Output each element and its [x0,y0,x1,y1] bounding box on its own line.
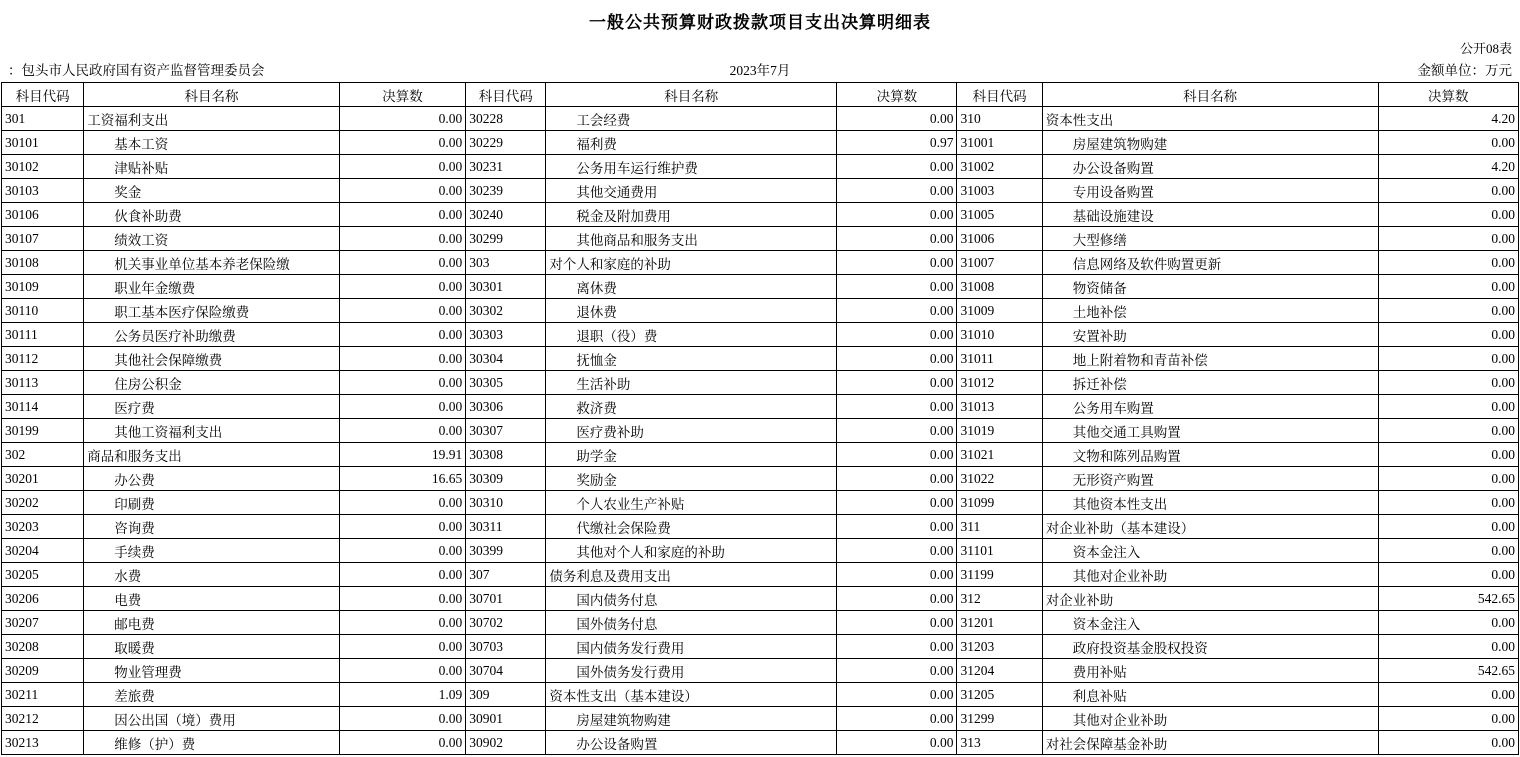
subject-code-1: 30209 [2,659,84,683]
budget-table [1,82,1519,755]
subject-code-2: 30311 [466,515,546,539]
final-amount-2: 0.00 [837,323,957,347]
subject-code-2: 30228 [466,107,546,131]
subject-name-3: 办公设备购置 [1042,155,1378,179]
subject-name-1: 机关事业单位基本养老保险缴 [84,251,340,275]
final-amount-2: 0.00 [837,635,957,659]
final-amount-2: 0.00 [837,491,957,515]
subject-code-3: 31203 [957,635,1042,659]
table-row [2,659,1519,683]
subject-code-3: 31009 [957,299,1042,323]
column-header-name-2: 科目名称 [546,83,837,107]
column-header-code-2: 科目代码 [466,83,546,107]
subject-code-3: 31003 [957,179,1042,203]
final-amount-2: 0.00 [837,515,957,539]
final-amount-3: 0.00 [1378,419,1518,443]
subject-code-1: 30201 [2,467,84,491]
subject-code-2: 30702 [466,611,546,635]
subject-name-1: 商品和服务支出 [84,443,340,467]
subject-name-1: 印刷费 [84,491,340,515]
subject-code-3: 31011 [957,347,1042,371]
final-amount-1: 0.00 [339,155,465,179]
subject-name-3: 基础设施建设 [1042,203,1378,227]
final-amount-3: 0.00 [1378,347,1518,371]
subject-name-1: 办公费 [84,467,340,491]
subject-name-1: 住房公积金 [84,371,340,395]
subject-name-2: 其他对个人和家庭的补助 [546,539,837,563]
final-amount-2: 0.97 [837,131,957,155]
subject-code-3: 31299 [957,707,1042,731]
final-amount-1: 0.00 [339,347,465,371]
subject-code-3: 31005 [957,203,1042,227]
subject-code-3: 31008 [957,275,1042,299]
column-header-amount-1: 决算数 [339,83,465,107]
subject-code-2: 30307 [466,419,546,443]
subject-name-2: 助学金 [546,443,837,467]
final-amount-3: 0.00 [1378,539,1518,563]
table-row [2,131,1519,155]
subject-name-2: 工会经费 [546,107,837,131]
subject-name-1: 基本工资 [84,131,340,155]
subject-code-3: 31199 [957,563,1042,587]
subject-name-2: 个人农业生产补贴 [546,491,837,515]
subject-code-1: 30108 [2,251,84,275]
subject-name-1: 水费 [84,563,340,587]
final-amount-1: 0.00 [339,419,465,443]
final-amount-2: 0.00 [837,683,957,707]
subject-code-2: 30399 [466,539,546,563]
page-title: 一般公共预算财政拨款项目支出决算明细表 [589,13,931,32]
subject-code-3: 31201 [957,611,1042,635]
final-amount-3: 0.00 [1378,275,1518,299]
final-amount-2: 0.00 [837,467,957,491]
final-amount-2: 0.00 [837,539,957,563]
subject-name-2: 国内债务发行费用 [546,635,837,659]
table-row [2,395,1519,419]
subject-name-3: 安置补助 [1042,323,1378,347]
final-amount-1: 0.00 [339,659,465,683]
final-amount-1: 0.00 [339,611,465,635]
subject-code-1: 30213 [2,731,84,755]
subject-name-1: 绩效工资 [84,227,340,251]
final-amount-1: 0.00 [339,107,465,131]
subject-name-3: 对企业补助（基本建设） [1042,515,1378,539]
subject-name-3: 资本金注入 [1042,539,1378,563]
subject-name-1: 职业年金缴费 [84,275,340,299]
final-amount-3: 0.00 [1378,395,1518,419]
subject-code-1: 30106 [2,203,84,227]
final-amount-2: 0.00 [837,443,957,467]
subject-code-1: 30111 [2,323,84,347]
subject-code-3: 31204 [957,659,1042,683]
table-row [2,299,1519,323]
final-amount-2: 0.00 [837,587,957,611]
final-amount-1: 0.00 [339,587,465,611]
subject-code-2: 30701 [466,587,546,611]
subject-code-3: 31002 [957,155,1042,179]
subject-name-3: 公务用车购置 [1042,395,1378,419]
final-amount-2: 0.00 [837,611,957,635]
subject-code-2: 30239 [466,179,546,203]
final-amount-1: 0.00 [339,707,465,731]
subject-code-2: 30304 [466,347,546,371]
subject-code-2: 30309 [466,467,546,491]
subject-code-3: 31021 [957,443,1042,467]
subject-code-2: 30302 [466,299,546,323]
subject-name-1: 奖金 [84,179,340,203]
final-amount-1: 0.00 [339,563,465,587]
final-amount-1: 0.00 [339,539,465,563]
final-amount-3: 0.00 [1378,563,1518,587]
subject-code-1: 30202 [2,491,84,515]
final-amount-3: 0.00 [1378,299,1518,323]
subject-code-1: 30109 [2,275,84,299]
final-amount-3: 0.00 [1378,683,1518,707]
table-row [2,683,1519,707]
subject-name-1: 维修（护）费 [84,731,340,755]
subject-name-2: 资本性支出（基本建设） [546,683,837,707]
subject-name-1: 电费 [84,587,340,611]
subject-name-3: 信息网络及软件购置更新 [1042,251,1378,275]
final-amount-3: 0.00 [1378,131,1518,155]
subject-code-3: 31101 [957,539,1042,563]
subject-name-2: 救济费 [546,395,837,419]
subject-code-2: 30299 [466,227,546,251]
subject-name-3: 对社会保障基金补助 [1042,731,1378,755]
final-amount-1: 0.00 [339,731,465,755]
table-row [2,467,1519,491]
subject-name-2: 税金及附加费用 [546,203,837,227]
table-row [2,275,1519,299]
subject-code-2: 30231 [466,155,546,179]
subject-name-1: 津贴补贴 [84,155,340,179]
final-amount-2: 0.00 [837,347,957,371]
subject-code-3: 31012 [957,371,1042,395]
subject-name-2: 退休费 [546,299,837,323]
subject-code-2: 307 [466,563,546,587]
table-row [2,539,1519,563]
table-header-row [2,83,1519,107]
final-amount-2: 0.00 [837,155,957,179]
subject-name-2: 债务利息及费用支出 [546,563,837,587]
subject-name-2: 国内债务付息 [546,587,837,611]
table-row [2,323,1519,347]
final-amount-3: 0.00 [1378,491,1518,515]
subject-code-1: 30113 [2,371,84,395]
subject-name-2: 国外债务发行费用 [546,659,837,683]
final-amount-2: 0.00 [837,707,957,731]
subject-name-3: 资本性支出 [1042,107,1378,131]
final-amount-2: 0.00 [837,299,957,323]
subject-name-3: 对企业补助 [1042,587,1378,611]
subject-name-3: 地上附着物和青苗补偿 [1042,347,1378,371]
subject-name-2: 对个人和家庭的补助 [546,251,837,275]
table-row [2,587,1519,611]
subject-code-1: 30101 [2,131,84,155]
final-amount-3: 542.65 [1378,587,1518,611]
report-period: 2023年7月 [729,63,791,78]
final-amount-2: 0.00 [837,203,957,227]
final-amount-3: 0.00 [1378,371,1518,395]
subject-code-1: 30207 [2,611,84,635]
subject-code-1: 301 [2,107,84,131]
table-row [2,251,1519,275]
subject-code-2: 30301 [466,275,546,299]
subject-name-3: 其他对企业补助 [1042,563,1378,587]
table-row [2,707,1519,731]
final-amount-3: 0.00 [1378,443,1518,467]
subject-name-2: 房屋建筑物购建 [546,707,837,731]
subject-name-2: 抚恤金 [546,347,837,371]
column-header-amount-3: 决算数 [1378,83,1518,107]
final-amount-1: 0.00 [339,275,465,299]
column-header-amount-2: 决算数 [837,83,957,107]
subject-name-3: 拆迁补偿 [1042,371,1378,395]
subject-name-1: 因公出国（境）费用 [84,707,340,731]
subject-code-1: 30204 [2,539,84,563]
final-amount-3: 0.00 [1378,707,1518,731]
table-row [2,179,1519,203]
amount-unit: 金额单位：万元 [1417,63,1512,78]
final-amount-2: 0.00 [837,731,957,755]
final-amount-3: 0.00 [1378,635,1518,659]
subject-name-1: 工资福利支出 [84,107,340,131]
final-amount-1: 0.00 [339,491,465,515]
subject-name-2: 公务用车运行维护费 [546,155,837,179]
subject-code-3: 31013 [957,395,1042,419]
final-amount-2: 0.00 [837,275,957,299]
final-amount-2: 0.00 [837,179,957,203]
final-amount-2: 0.00 [837,251,957,275]
subject-name-1: 其他社会保障缴费 [84,347,340,371]
final-amount-2: 0.00 [837,659,957,683]
subject-name-3: 资本金注入 [1042,611,1378,635]
final-amount-3: 0.00 [1378,611,1518,635]
subject-name-3: 利息补贴 [1042,683,1378,707]
final-amount-2: 0.00 [837,107,957,131]
final-amount-1: 0.00 [339,323,465,347]
subject-name-3: 其他交通工具购置 [1042,419,1378,443]
final-amount-1: 0.00 [339,299,465,323]
table-row [2,731,1519,755]
unit-name: ：包头市人民政府国有资产监督管理委员会 [8,63,265,78]
table-row [2,563,1519,587]
subject-code-3: 31019 [957,419,1042,443]
subject-code-3: 31010 [957,323,1042,347]
subject-code-2: 30308 [466,443,546,467]
final-amount-1: 0.00 [339,131,465,155]
table-row [2,155,1519,179]
final-amount-2: 0.00 [837,227,957,251]
subject-code-1: 30199 [2,419,84,443]
table-row [2,227,1519,251]
table-row [2,611,1519,635]
subject-name-1: 其他工资福利支出 [84,419,340,443]
subject-code-1: 30206 [2,587,84,611]
table-row [2,347,1519,371]
table-row [2,107,1519,131]
table-row [2,491,1519,515]
final-amount-2: 0.00 [837,371,957,395]
final-amount-3: 0.00 [1378,227,1518,251]
subject-name-1: 医疗费 [84,395,340,419]
subject-code-2: 303 [466,251,546,275]
subject-name-3: 其他资本性支出 [1042,491,1378,515]
column-header-code-3: 科目代码 [957,83,1042,107]
table-row [2,635,1519,659]
final-amount-3: 0.00 [1378,251,1518,275]
subject-code-2: 30303 [466,323,546,347]
subject-code-1: 30107 [2,227,84,251]
subject-name-3: 无形资产购置 [1042,467,1378,491]
meta-row [0,56,1520,82]
subject-name-1: 邮电费 [84,611,340,635]
final-amount-3: 0.00 [1378,323,1518,347]
final-amount-1: 0.00 [339,395,465,419]
subject-code-1: 30103 [2,179,84,203]
subject-name-2: 其他商品和服务支出 [546,227,837,251]
subject-name-2: 福利费 [546,131,837,155]
subject-name-2: 医疗费补助 [546,419,837,443]
table-row [2,515,1519,539]
final-amount-3: 0.00 [1378,467,1518,491]
subject-name-3: 大型修缮 [1042,227,1378,251]
final-amount-1: 1.09 [339,683,465,707]
column-header-name-1: 科目名称 [84,83,340,107]
subject-name-1: 咨询费 [84,515,340,539]
subject-code-1: 30208 [2,635,84,659]
subject-code-1: 30203 [2,515,84,539]
subject-code-1: 30102 [2,155,84,179]
subject-code-2: 30240 [466,203,546,227]
subject-code-1: 30112 [2,347,84,371]
subject-code-2: 309 [466,683,546,707]
form-code: 公开08表 [1459,40,1512,56]
final-amount-3: 542.65 [1378,659,1518,683]
subject-name-3: 费用补贴 [1042,659,1378,683]
subject-name-1: 公务员医疗补助缴费 [84,323,340,347]
subject-code-1: 30110 [2,299,84,323]
form-code-line [0,38,1520,56]
final-amount-3: 4.20 [1378,155,1518,179]
subject-code-3: 313 [957,731,1042,755]
subject-code-2: 30306 [466,395,546,419]
final-amount-1: 0.00 [339,251,465,275]
subject-name-2: 奖励金 [546,467,837,491]
subject-name-2: 其他交通费用 [546,179,837,203]
final-amount-1: 0.00 [339,203,465,227]
subject-code-1: 30212 [2,707,84,731]
subject-code-3: 31007 [957,251,1042,275]
subject-code-3: 31099 [957,491,1042,515]
subject-code-2: 30305 [466,371,546,395]
subject-name-3: 房屋建筑物购建 [1042,131,1378,155]
subject-code-1: 30205 [2,563,84,587]
subject-code-3: 312 [957,587,1042,611]
subject-name-2: 国外债务付息 [546,611,837,635]
subject-code-3: 31205 [957,683,1042,707]
table-row [2,371,1519,395]
final-amount-1: 0.00 [339,179,465,203]
final-amount-2: 0.00 [837,419,957,443]
subject-code-2: 30902 [466,731,546,755]
subject-code-2: 30703 [466,635,546,659]
table-row [2,443,1519,467]
subject-code-2: 30229 [466,131,546,155]
subject-name-1: 取暖费 [84,635,340,659]
final-amount-1: 19.91 [339,443,465,467]
subject-name-2: 生活补助 [546,371,837,395]
subject-code-3: 311 [957,515,1042,539]
final-amount-3: 0.00 [1378,731,1518,755]
final-amount-1: 0.00 [339,635,465,659]
subject-name-3: 政府投资基金股权投资 [1042,635,1378,659]
subject-code-3: 31001 [957,131,1042,155]
subject-code-2: 30310 [466,491,546,515]
subject-name-2: 退职（役）费 [546,323,837,347]
subject-name-1: 物业管理费 [84,659,340,683]
subject-name-1: 手续费 [84,539,340,563]
subject-name-1: 差旅费 [84,683,340,707]
final-amount-1: 16.65 [339,467,465,491]
subject-code-3: 31022 [957,467,1042,491]
final-amount-1: 0.00 [339,371,465,395]
subject-name-2: 离休费 [546,275,837,299]
subject-code-3: 310 [957,107,1042,131]
final-amount-3: 4.20 [1378,107,1518,131]
subject-name-3: 文物和陈列品购置 [1042,443,1378,467]
final-amount-1: 0.00 [339,515,465,539]
final-amount-1: 0.00 [339,227,465,251]
subject-name-2: 代缴社会保险费 [546,515,837,539]
column-header-code-1: 科目代码 [2,83,84,107]
subject-name-1: 伙食补助费 [84,203,340,227]
table-row [2,419,1519,443]
subject-code-2: 30704 [466,659,546,683]
subject-code-1: 302 [2,443,84,467]
final-amount-3: 0.00 [1378,203,1518,227]
subject-name-3: 物资储备 [1042,275,1378,299]
table-row [2,203,1519,227]
subject-name-1: 职工基本医疗保险缴费 [84,299,340,323]
final-amount-2: 0.00 [837,395,957,419]
subject-code-1: 30211 [2,683,84,707]
subject-name-3: 专用设备购置 [1042,179,1378,203]
subject-code-1: 30114 [2,395,84,419]
final-amount-3: 0.00 [1378,515,1518,539]
subject-code-3: 31006 [957,227,1042,251]
subject-code-2: 30901 [466,707,546,731]
subject-name-3: 土地补偿 [1042,299,1378,323]
subject-name-3: 其他对企业补助 [1042,707,1378,731]
final-amount-2: 0.00 [837,563,957,587]
final-amount-3: 0.00 [1378,179,1518,203]
subject-name-2: 办公设备购置 [546,731,837,755]
column-header-name-3: 科目名称 [1042,83,1378,107]
